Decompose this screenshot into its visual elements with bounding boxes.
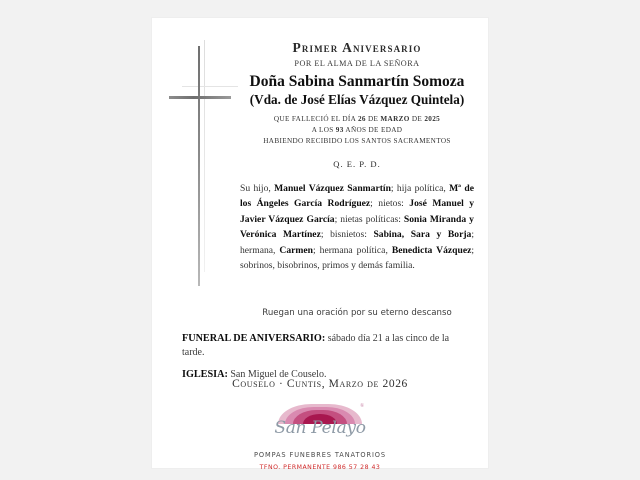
company-description: POMPAS FUNEBRES TANATORIOS [254, 451, 386, 459]
family-member-name: Sabina, Sara y Borja [373, 229, 472, 241]
sacraments-line: HABIENDO RECIBIDO LOS SANTOS SACRAMENTOS [263, 136, 451, 145]
age-line [238, 125, 476, 136]
church-label: IGLESIA: [182, 369, 228, 381]
phone-line: TFNO. PERMANENTE 986 57 28 43 [259, 464, 381, 471]
family-member-name: José Manuel y Javier Vázquez García [240, 198, 474, 225]
memorial-card [152, 18, 488, 471]
death-month: MARZO [380, 115, 410, 124]
family-relation-label: ; hermana política, [313, 244, 392, 256]
cross-horizontal-bar [169, 96, 231, 99]
prayer-request-line: Ruegan una oración por su eterno descanso [262, 307, 452, 318]
family-relation-label: ; nietos: [370, 198, 410, 210]
funeral-label: FUNERAL DE ANIVERSARIO: [182, 333, 326, 344]
family-member-name: Sonia Miranda y Verónica Martínez [240, 213, 474, 241]
family-relation-label: ; sobrinos, bisobrinos, primos y demás familia. [240, 244, 475, 272]
death-date-line [238, 114, 476, 125]
death-date-prefix: QUE FALLECIÓ EL DÍA [273, 115, 358, 124]
family-member-name: Carmen [279, 244, 313, 256]
death-date-mid: DE [365, 115, 381, 124]
church-value: San Miguel de Couselo. [227, 369, 327, 381]
death-date-suffix: DE [409, 115, 425, 124]
san-pelayo-logo [272, 402, 368, 436]
anniversary-heading: Primer Aniversario [292, 40, 422, 55]
deceased-name: Doña Sabina Sanmartín Somoza [249, 73, 465, 90]
family-member-name: Mª de los Ángeles García Rodríguez [240, 182, 474, 210]
family-member-name: Benedicta Vázquez [391, 244, 472, 256]
family-relation-label: ; nietas políticas: [334, 213, 404, 225]
cross-shadow-horizontal [182, 86, 238, 87]
age-value: 93 [335, 125, 344, 134]
cross-illustration [160, 36, 246, 298]
cross-vertical-bar [198, 46, 200, 286]
family-relation-label: ; hija política, [390, 182, 450, 194]
place-and-date: Couselo · Cuntis, Marzo de 2026 [232, 378, 408, 390]
death-year: 2025 [424, 115, 441, 124]
age-prefix: A LOS [311, 125, 336, 134]
cross-shadow-vertical [204, 40, 205, 272]
age-suffix: AÑOS DE EDAD [343, 125, 403, 134]
funeral-row [182, 332, 472, 359]
qepd-line: Q. E. P. D. [333, 158, 381, 169]
funeral-value: sábado día 21 a las cinco de la tarde. [182, 333, 450, 358]
family-member-name: Manuel Vázquez Sanmartín [274, 182, 391, 194]
family-list [238, 181, 476, 274]
widow-of-line: (Vda. de José Elías Vázquez Quintela) [249, 92, 465, 108]
for-soul-of-label: POR EL ALMA DE LA SEÑORA [294, 59, 420, 68]
funeral-home-footer [152, 402, 488, 471]
logo-wordmark: San Pelayo [274, 418, 366, 438]
family-relation-label: Su hijo, [240, 182, 275, 194]
registered-trademark-icon: ® [360, 404, 364, 409]
family-relation-label: ; bisnietos: [320, 229, 374, 241]
card-content [238, 40, 476, 318]
death-day: 26 [357, 115, 366, 124]
family-relation-label: ; hermana, [240, 229, 474, 256]
